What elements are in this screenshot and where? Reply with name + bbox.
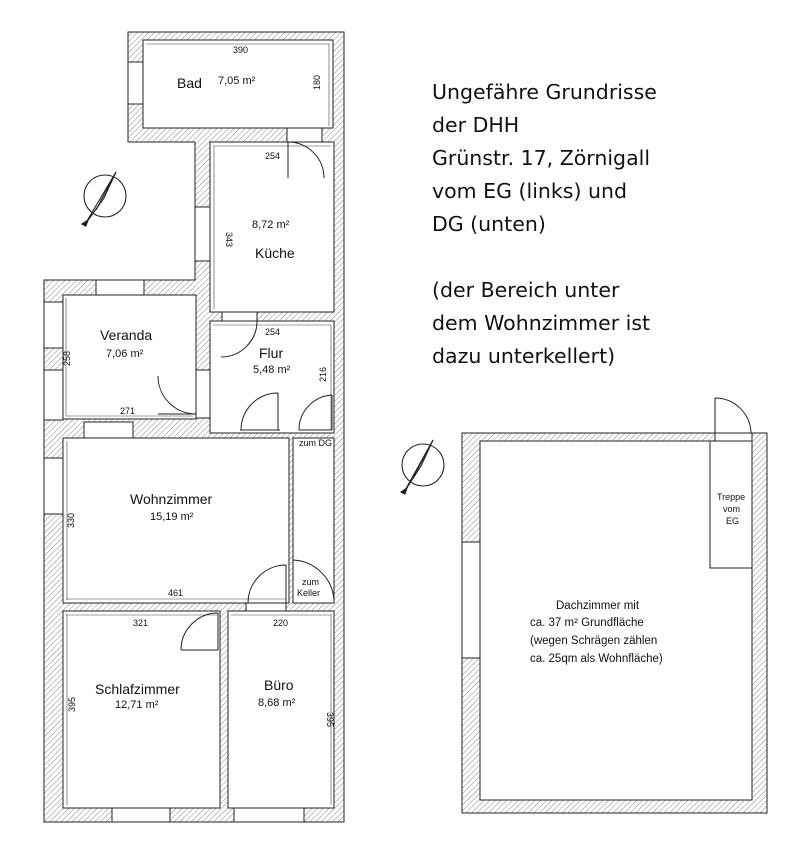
buero-area: 8,68 m² (258, 697, 296, 709)
kueche-area: 8,72 m² (252, 219, 290, 231)
bad-area: 7,05 m² (218, 75, 256, 87)
flur-area: 5,48 m² (253, 364, 291, 376)
dg-window (462, 542, 480, 658)
note-line-7: dem Wohnzimmer ist (432, 311, 651, 335)
bad-name: Bad (177, 75, 202, 91)
kueche-height: 343 (224, 232, 234, 248)
schlafzimmer-name: Schlafzimmer (95, 681, 180, 697)
bad-height: 180 (312, 74, 322, 90)
note-line-4: vom EG (links) und (432, 179, 627, 203)
dg-floor-plan (401, 398, 767, 813)
zum-dg-label: zum DG (299, 438, 333, 448)
dg-text-1: Dachzimmer mit (556, 600, 640, 612)
buero-name: Büro (264, 677, 294, 693)
room-flur (210, 321, 334, 433)
treppe-label-2: vom (723, 504, 741, 514)
wohnzimmer-name: Wohnzimmer (130, 491, 213, 507)
veranda-width: 271 (120, 406, 136, 416)
buero-width: 220 (273, 618, 289, 628)
note-line-3: Grünstr. 17, Zörnigall (432, 146, 651, 170)
dg-door (715, 398, 752, 441)
room-buero (228, 611, 334, 808)
flur-name: Flur (259, 345, 284, 361)
flur-height: 216 (318, 366, 328, 382)
note-line-6: (der Bereich unter (432, 278, 620, 302)
zum-keller-label-1: zum (302, 577, 320, 587)
bad-width: 390 (233, 45, 249, 55)
note-line-1: Ungefähre Grundrisse (432, 80, 657, 104)
treppe-label-3: EG (726, 516, 740, 526)
buero-height: 395 (325, 712, 335, 728)
dg-text-4: ca. 25qm als Wohnfläche) (530, 653, 663, 665)
zum-keller-label-2: Keller (297, 588, 321, 598)
dg-text-3: (wegen Schrägen zählen (530, 635, 658, 647)
dg-text-2: ca. 37 m² Grundfläche (530, 617, 644, 629)
note-line-5: DG (unten) (432, 212, 546, 236)
wohnzimmer-area: 15,19 m² (150, 511, 194, 523)
schlafzimmer-height: 395 (67, 696, 77, 712)
wohnzimmer-width: 461 (168, 588, 184, 598)
wohnzimmer-height: 330 (66, 512, 76, 528)
description-note (432, 76, 802, 373)
compass-icon (82, 172, 126, 226)
veranda-name: Veranda (100, 327, 153, 343)
kueche-width: 254 (265, 151, 281, 161)
note-line-8: dazu unterkellert) (432, 344, 616, 368)
flur-width: 254 (265, 327, 281, 337)
compass-icon-dg (401, 440, 444, 494)
note-line-2: der DHH (432, 113, 520, 137)
treppe-label-1: Treppe (717, 492, 746, 502)
kueche-name: Küche (255, 245, 295, 261)
schlafzimmer-width: 321 (133, 618, 149, 628)
schlafzimmer-area: 12,71 m² (115, 699, 159, 711)
eg-floor-plan (44, 32, 344, 822)
veranda-height: 258 (62, 350, 72, 366)
veranda-area: 7,06 m² (106, 348, 144, 360)
